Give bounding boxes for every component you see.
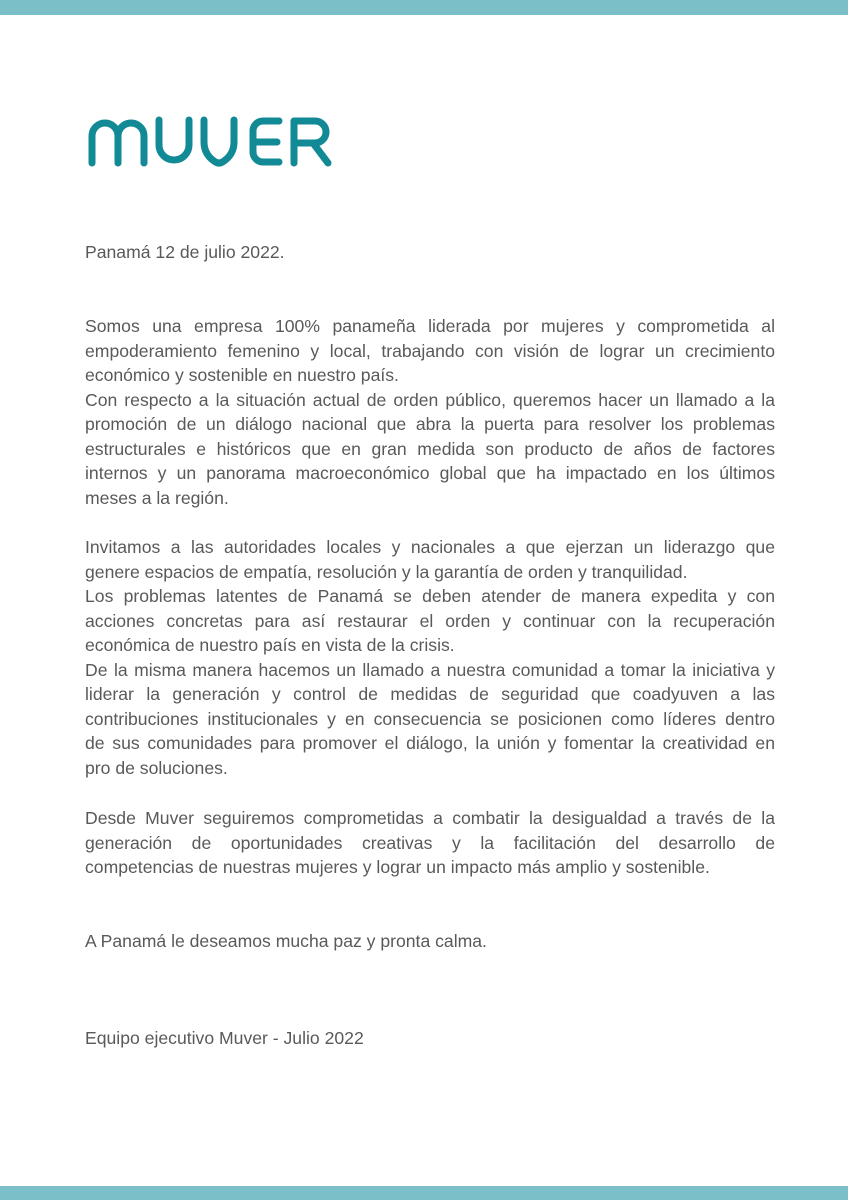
paragraph-line: Invitamos a las autoridades locales y nacionales a que ejerzan un liderazgo que [85, 537, 775, 557]
paragraph-line: contribuciones institucionales y en consecuencia se posicionen como líderes dentro [85, 708, 775, 729]
paragraph-line: empoderamiento femenino y local, trabajando con visión de lograr un crecimiento [85, 340, 775, 361]
paragraph-line: De la misma manera hacemos un llamado a nuestra comunidad a tomar la iniciativa y [85, 659, 775, 680]
paragraph-line: Con respecto a la situación actual de orden público, queremos hacer un llamado a la [85, 389, 775, 410]
paragraph-line: generación de oportunidades creativas y la facilitación del desarrollo de [85, 832, 775, 853]
paragraph-line: Somos una empresa 100% panameña liderada por mujeres y comprometida al [85, 316, 775, 336]
paragraph-commitment [85, 806, 775, 880]
paragraph-line: de sus comunidades para promover el diálogo, la unión y fomentar la creatividad en [85, 733, 775, 753]
paragraph-line: promoción de un diálogo nacional que abra la puerta para resolver los problemas [85, 414, 775, 434]
paragraph-line: genere espacios de empatía, resolución y la garantía de orden y tranquilidad. [85, 561, 688, 582]
paragraph-line: Los problemas latentes de Panamá se deben atender de manera expedita y con [85, 586, 775, 606]
paragraph-line: económica de nuestro país en vista de la crisis. [85, 635, 455, 655]
paragraph-line: acciones concretas para así restaurar el orden y continuar con la recuperación [85, 610, 775, 631]
paragraph-line: competencias de nuestras mujeres y lograr un impacto más amplio y sostenible. [85, 857, 710, 877]
paragraph-call-to-action [85, 535, 775, 780]
paragraph-line: meses a la región. [85, 487, 229, 508]
closing-line: A Panamá le deseamos mucha paz y pronta calma. [85, 931, 487, 951]
top-accent-band [0, 0, 848, 15]
muver-logo [87, 112, 337, 170]
paragraph-line: pro de soluciones. [85, 757, 228, 778]
bottom-accent-band [0, 1186, 848, 1200]
paragraph-intro [85, 314, 775, 510]
paragraph-line: liderar la generación y control de medidas de seguridad que coadyuven a las [85, 684, 775, 704]
signature: Equipo ejecutivo Muver - Julio 2022 [85, 1028, 364, 1048]
paragraph-line: estructurales e históricos que en gran medida son producto de años de factores [85, 438, 775, 459]
paragraph-line: Desde Muver seguiremos comprometidas a combatir la desigualdad a través de la [85, 808, 775, 828]
letter-date: Panamá 12 de julio 2022. [85, 242, 285, 262]
paragraph-line: internos y un panorama macroeconómico global que ha impactado en los últimos [85, 463, 775, 483]
paragraph-line: económico y sostenible en nuestro país. [85, 365, 399, 385]
